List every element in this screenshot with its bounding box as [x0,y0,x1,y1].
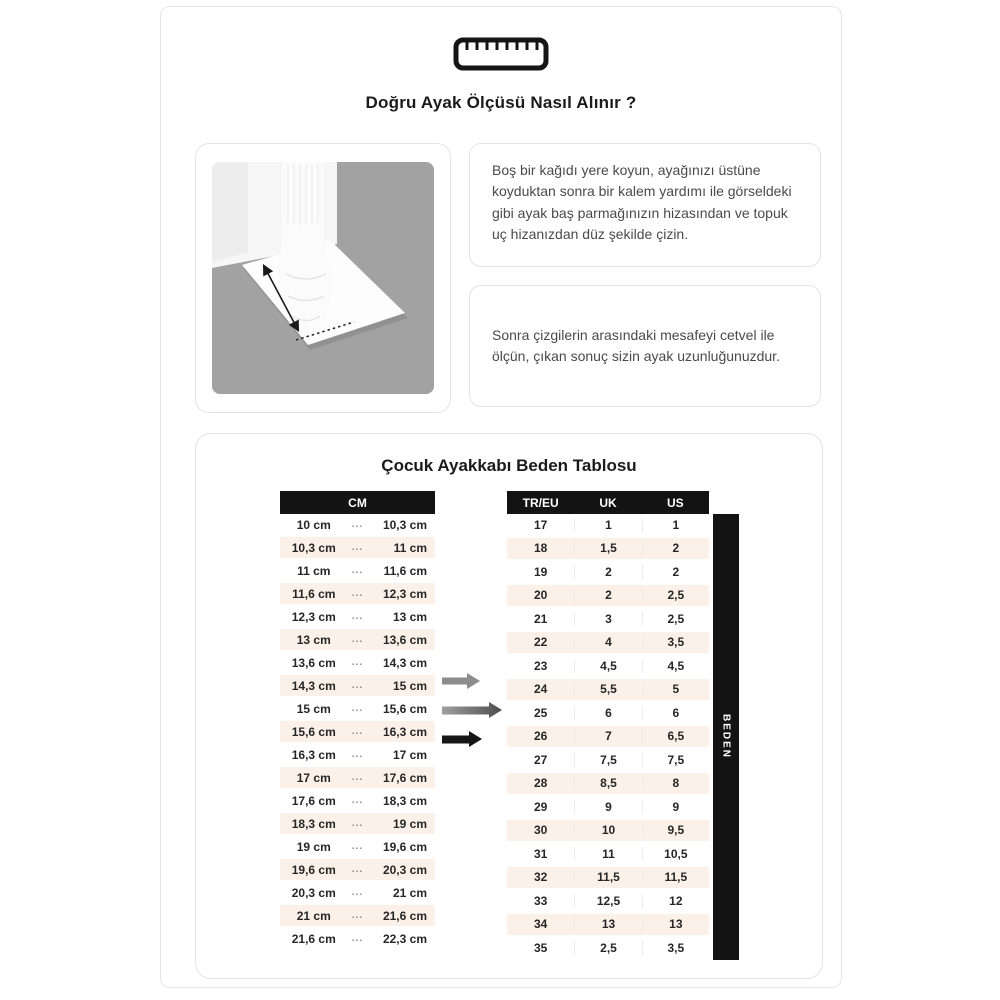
range-separator: ... [351,910,364,921]
table-row [280,629,435,652]
range-separator: ... [351,565,364,576]
size-table-header [507,491,709,514]
table-row [507,843,709,867]
table-row [507,585,709,609]
cm-max-value: 16,3 cm [382,724,427,739]
cm-min-value: 11,6 cm [292,586,336,601]
us-value: 1 [642,518,709,532]
tr-eu-value: 26 [533,729,548,744]
beden-side-label: BEDEN [713,514,739,960]
tr-eu-value: 20 [533,588,548,603]
range-separator: ... [351,749,364,760]
cm-max-value: 17,6 cm [382,770,427,785]
cm-min-value: 20,3 cm [291,885,336,900]
uk-value: 7 [574,729,641,743]
cm-max-value: 13,6 cm [382,632,427,647]
range-separator: ... [351,841,364,852]
uk-value: 1 [574,518,641,532]
cm-min-value: 10,3 cm [291,540,336,555]
cm-max-value: 13 cm [392,609,427,624]
tr-eu-value: 19 [533,564,548,579]
table-row [507,820,709,844]
cm-max-value: 19,6 cm [382,839,427,854]
range-separator: ... [351,588,364,599]
range-separator: ... [351,680,364,691]
size-header-us: US [666,495,684,510]
table-row [507,702,709,726]
ruler-icon [453,37,549,76]
table-row [507,890,709,914]
cm-table-body [280,514,435,951]
instruction-box-1 [469,143,821,267]
us-value: 2 [642,565,709,579]
us-value: 7,5 [642,753,709,767]
cm-min-value: 10 cm [296,517,331,532]
uk-value: 10 [574,823,641,837]
uk-value: 5,5 [574,682,641,696]
table-row [507,726,709,750]
instruction-step-1: Boş bir kağıdı yere koyun, ayağınızı üstüne koyduktan sonra bir kalem yardımı ile görseldeki gibi ayak baş parmağınızın hizasından ve topuk uç hizanızdan düz şekilde çizin. [492,162,792,242]
uk-value: 9 [574,800,641,814]
range-separator: ... [351,726,364,737]
table-row [280,928,435,951]
us-value: 12 [642,894,709,908]
table-row [507,608,709,632]
tr-eu-value: 31 [533,846,548,861]
uk-value: 2 [574,565,641,579]
us-value: 10,5 [642,847,709,861]
table-row [507,679,709,703]
cm-min-value: 12,3 cm [291,609,336,624]
page-title: Doğru Ayak Ölçüsü Nasıl Alınır ? [365,93,637,112]
table-row [280,813,435,836]
cm-min-value: 21 cm [296,908,331,923]
uk-value: 1,5 [574,541,641,555]
us-value: 2,5 [642,588,709,602]
cm-min-value: 13,6 cm [291,655,336,670]
table-row [280,790,435,813]
cm-max-value: 17 cm [392,747,427,762]
tr-eu-value: 21 [533,611,548,626]
cm-max-value: 15 cm [392,678,427,693]
us-value: 6 [642,706,709,720]
cm-min-value: 15,6 cm [291,724,336,739]
uk-value: 8,5 [574,776,641,790]
tr-eu-value: 30 [533,823,548,838]
cm-min-value: 19 cm [296,839,331,854]
table-row [280,560,435,583]
range-separator: ... [351,887,364,898]
tr-eu-value: 29 [533,799,548,814]
table-row [280,675,435,698]
uk-value: 2 [574,588,641,602]
us-value: 3,5 [642,941,709,955]
cm-min-value: 15 cm [296,701,331,716]
transfer-arrows-icon [442,671,504,754]
cm-min-value: 14,3 cm [291,678,336,693]
cm-max-value: 22,3 cm [382,931,427,946]
table-row [280,537,435,560]
table-row [507,514,709,538]
table-row [280,767,435,790]
table-row [280,836,435,859]
cm-min-value: 11 cm [297,563,331,578]
table-row [507,937,709,961]
size-header-uk: UK [599,495,617,510]
cm-table [280,491,435,951]
cm-max-value: 14,3 cm [382,655,427,670]
size-chart-title: Çocuk Ayakkabı Beden Tablosu [381,456,637,475]
us-value: 3,5 [642,635,709,649]
range-separator: ... [351,772,364,783]
tr-eu-value: 22 [533,635,548,650]
uk-value: 2,5 [574,941,641,955]
uk-value: 7,5 [574,753,641,767]
us-value: 6,5 [642,729,709,743]
size-chart-card [195,433,823,979]
cm-min-value: 18,3 cm [291,816,336,831]
tr-eu-value: 28 [533,776,548,791]
cm-min-value: 13 cm [296,632,331,647]
tr-eu-value: 32 [533,870,548,885]
cm-max-value: 19 cm [392,816,427,831]
table-row [280,721,435,744]
cm-max-value: 11 cm [393,540,427,555]
cm-max-value: 18,3 cm [382,793,427,808]
table-row [507,632,709,656]
cm-min-value: 16,3 cm [291,747,336,762]
table-row [507,773,709,797]
us-value: 13 [642,917,709,931]
size-table [507,491,709,961]
tr-eu-value: 34 [533,917,548,932]
range-separator: ... [351,818,364,829]
range-separator: ... [351,611,364,622]
instruction-step-2: Sonra çizgilerin arasındaki mesafeyi cetvel ile ölçün, çıkan sonuç sizin ayak uzunluğunuzdur. [492,326,780,364]
cm-max-value: 21,6 cm [382,908,427,923]
uk-value: 11 [574,847,641,861]
range-separator: ... [351,519,364,530]
table-row [280,606,435,629]
tr-eu-value: 23 [533,658,548,673]
tr-eu-value: 35 [533,940,548,955]
range-separator: ... [351,657,364,668]
table-row [507,749,709,773]
range-separator: ... [351,703,364,714]
cm-max-value: 21 cm [392,885,427,900]
table-row [280,583,435,606]
table-row [280,859,435,882]
cm-table-header: CM [280,491,435,514]
table-row [280,905,435,928]
table-row [507,561,709,585]
table-row [280,652,435,675]
tr-eu-value: 27 [533,752,548,767]
cm-max-value: 10,3 cm [382,517,427,532]
cm-max-value: 11,6 cm [383,563,427,578]
range-separator: ... [351,542,364,553]
range-separator: ... [351,864,364,875]
uk-value: 12,5 [574,894,641,908]
table-row [280,882,435,905]
tr-eu-value: 18 [533,541,548,556]
us-value: 9,5 [642,823,709,837]
uk-value: 13 [574,917,641,931]
table-row [280,698,435,721]
us-value: 5 [642,682,709,696]
tr-eu-value: 33 [533,893,548,908]
table-row [507,538,709,562]
uk-value: 3 [574,612,641,626]
uk-value: 11,5 [574,870,641,884]
guide-card [160,6,842,988]
tr-eu-value: 25 [533,705,548,720]
cm-min-value: 17,6 cm [291,793,336,808]
cm-min-value: 21,6 cm [291,931,336,946]
cm-max-value: 12,3 cm [382,586,427,601]
us-value: 4,5 [642,659,709,673]
cm-max-value: 20,3 cm [382,862,427,877]
cm-min-value: 17 cm [296,770,331,785]
us-value: 11,5 [642,870,709,884]
table-row [507,655,709,679]
us-value: 9 [642,800,709,814]
table-row [507,914,709,938]
tr-eu-value: 24 [533,682,548,697]
us-value: 2 [642,541,709,555]
table-row [507,867,709,891]
tr-eu-value: 17 [533,517,548,532]
range-separator: ... [351,795,364,806]
us-value: 8 [642,776,709,790]
size-table-body [507,514,709,961]
us-value: 2,5 [642,612,709,626]
range-separator: ... [351,634,364,645]
instruction-box-2 [469,285,821,407]
cm-min-value: 19,6 cm [291,862,336,877]
table-row [280,744,435,767]
uk-value: 4 [574,635,641,649]
table-row [507,796,709,820]
uk-value: 4,5 [574,659,641,673]
cm-max-value: 15,6 cm [382,701,427,716]
uk-value: 6 [574,706,641,720]
size-header-tr-eu: TR/EU [522,495,559,510]
range-separator: ... [351,933,364,944]
table-row [280,514,435,537]
foot-measurement-photo [195,143,451,413]
